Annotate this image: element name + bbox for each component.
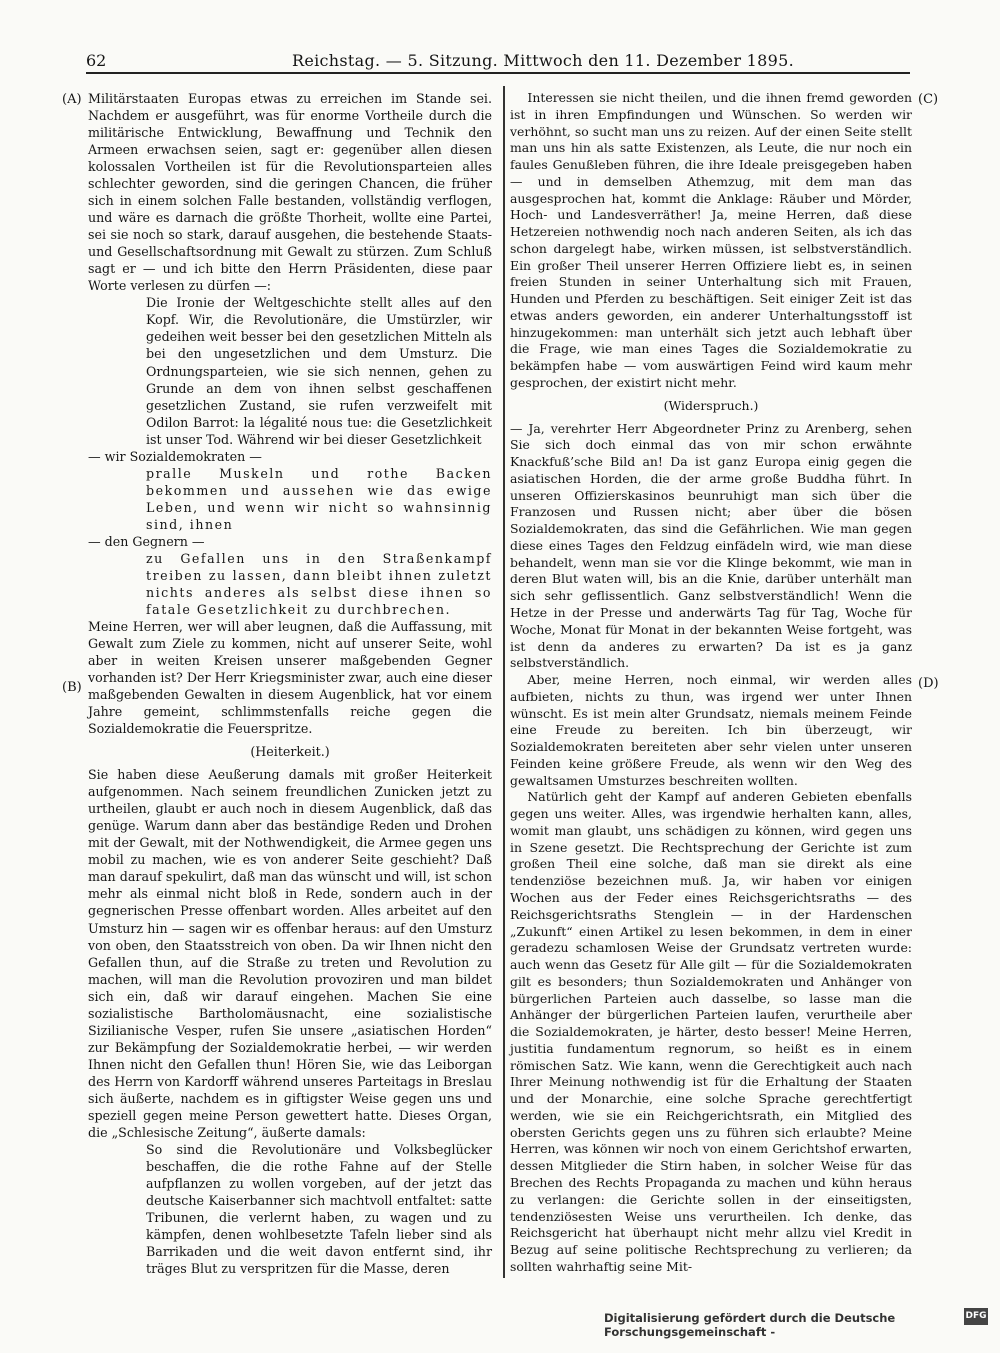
right-column bbox=[510, 90, 912, 1276]
paragraph: Sie haben diese Aeußerung damals mit großer Heiterkeit aufgenommen. Nach seinem freundlichen Zunicken jetzt zu urtheilen, glaubt er auch noch in diesem Augenblick, daß das genüge. Warum dann aber das beständige Reden und Drohen mit der Gewalt, mit der Nothwendigkeit, die Armee gegen uns mobil zu machen, wie es von anderer Seite geschieht? Daß man darauf spekulirt, daß man das wünscht und will, ist schon mehr als einmal nicht bloß in Rede, sondern auch in der gegnerischen Presse offenbart worden. Alles arbeitet auf den Umsturz hin — sagen wir es offenbar heraus: auf den Umsturz von oben, den Staatsstreich von oben. Da wir Ihnen nicht den Gefallen thun, auf die Straße zu treten und Revolution zu machen, will man die Revolution provoziren und man bildet sich ein, daß wir darauf eingehen. Machen Sie eine sozialistische Bartholomäusnacht, eine sozialistische Sizilianische Vesper, rufen Sie unsere „asiatischen Horden“ zur Bekämpfung der Sozialdemokratie herbei, — wir werden Ihnen nicht den Gefallen thun! Hören Sie, wie das Leiborgan des Herrn von Kardorff während unseres Parteitags in Breslau sich äußerte, nachdem es in giftigster Weise gegen uns und speziell gegen meine Person gewettert hatte. Dieses Organ, die „Schlesische Zeitung“, äußerte damals: bbox=[88, 767, 492, 1140]
stage-direction: (Widerspruch.) bbox=[663, 397, 759, 413]
margin-marker-b: (B) bbox=[62, 680, 82, 695]
digitization-credit: Digitalisierung gefördert durch die Deutsche Forschungsgemeinschaft - bbox=[604, 1311, 896, 1339]
interjection: — den Gegnern — bbox=[88, 533, 205, 549]
margin-marker-d: (D) bbox=[918, 676, 939, 691]
page-number: 62 bbox=[86, 51, 107, 70]
paragraph: Natürlich geht der Kampf auf anderen Gebieten ebenfalls gegen uns weiter. Alles, was irgendwie herhalten kann, alles, womit man glaubt, uns schädigen zu können, wird gegen uns in Szene gesetzt. Die Rechtsprechung der Gerichte ist zum großen Theil eine solche, daß man sie direkt als eine tendenziöse bezeichnen muß. Ja, wir haben vor einigen Wochen aus der Feder eines Reichsgerichtsraths — des Reichsgerichtsraths Stenglein — in der Hardenschen „Zukunft“ einen Artikel zu lesen bekommen, in dem in einer geradezu schamlosen Weise der Grundsatz vertreten wurde: auch wenn das Gesetz für Alle gilt — für die Sozialdemokraten gilt es besonders; thun Sozialdemokraten und Anhänger von bürgerlichen Parteien auch dasselbe, so lasse man die Anhänger der bürgerlichen Parteien laufen, verurtheile aber die Sozialdemokraten, je härter, desto besser! Meine Herren, justitia fundamentum regnorum, so heißt es in einem römischen Satz. Wie kann, wenn die Gerechtigkeit auch nach Ihrer Meinung nothwendig ist für die Erhaltung der Staaten und der Monarchie, eine solche Sprache gerechtfertigt werden, wie sie ein Reichgerichtsrath, ein Mitglied des obersten Gerichts gegen uns zu führen sich erlaubte? Meine Herren, was können wir noch von einem Gerichtshof erwarten, dessen Mitglieder die Stirn haben, in solcher Weise für das Brechen des Rechts Propaganda zu machen und kühn heraus zu verlangen: die Gerichte sollen in der einseitigsten, tendenziösesten Weise uns verurtheilen. Ich denke, das Reichsgericht hat überhaupt nicht mehr allzu viel Kredit in Bezug auf seine politische Rechtsprechung zu verlieren; da sollten wahrhaftig seine Mit- bbox=[510, 789, 912, 1274]
quotation: pralle Muskeln und rothe Backen bekommen und aussehen wie das ewige Leben, und wenn wir nicht so wahnsinnig sind, ihnen bbox=[146, 465, 492, 532]
column-divider bbox=[503, 86, 505, 1278]
margin-marker-a: (A) bbox=[62, 92, 82, 107]
quotation: Die Ironie der Weltgeschichte stellt alles auf den Kopf. Wir, die Revolutionäre, die Umstürzler, wir gedeihen weit besser bei den gesetzlichen Mitteln als bei den ungesetzlichen und dem Umsturz. Die Ordnungsparteien, wie sie sich nennen, gehen zu Grunde an dem von ihnen selbst geschaffenen gesetzlichen Zustand, sie rufen verzweifelt mit Odilon Barrot: la légalité nous tue: die Gesetzlichkeit ist unser Tod. Während wir bei dieser Gesetzlichkeit bbox=[146, 295, 492, 447]
page-header bbox=[86, 51, 910, 73]
paragraph: Interessen sie nicht theilen, und die ihnen fremd geworden ist in ihren Empfindungen und Wünschen. So werden wir verhöhnt, so sucht man uns zu reizen. Auf der einen Seite stellt man uns hin als satte Existenzen, als Leute, die nur noch ein faules Genußleben führen, die ihre Ideale preisgegeben haben — und in demselben Athemzug, mit dem man das ausgesprochen hat, kommt die Anklage: Räuber und Mörder, Hoch- und Landesverräther! Ja, meine Herren, daß diese Hetzereien nothwendig noch nach anderen Seiten, als ich das schon dargelegt habe, wirken müssen, ist selbstverständlich. Ein großer Theil unserer Herren Offiziere liebt es, in seinen freien Stunden in seiner Unterhaltung sich mit Frauen, Hunden und Pferden zu beschäftigen. Seit einiger Zeit ist das etwas anders geworden, ein anderer Unterhaltungsstoff ist hinzugekommen: man unterhält sich jetzt auch lebhaft über die Frage, wie man eines Tages die Sozialdemokratie zu bekämpfen habe — vom auswärtigen Feind wird kaum mehr gesprochen, der existirt nicht mehr. bbox=[510, 90, 912, 391]
interjection: — wir Sozialdemokraten — bbox=[88, 448, 262, 464]
header-rule bbox=[86, 72, 910, 74]
left-column bbox=[88, 90, 492, 1277]
quotation: So sind die Revolutionäre und Volksbeglücker beschaffen, die die rothe Fahne auf der Stelle aufpflanzen zu wollen vorgeben, auf der jetzt das deutsche Kaiserbanner sich machtvoll entfaltet: satte Tribunen, die verlernt haben, zu wagen und zu kämpfen, denen wohlbesetzte Tafeln lieber sind als Barrikaden und die weit davon entfernt sind, ihr träges Blut zu verspritzen für die Masse, deren bbox=[146, 1141, 492, 1277]
quotation: zu Gefallen uns in den Straßenkampf treiben zu lassen, dann bleibt ihnen zuletzt nichts anderes als selbst diese ihnen so fatale Gesetzlichkeit zu durchbrechen. bbox=[146, 550, 492, 617]
margin-marker-c: (C) bbox=[918, 92, 939, 107]
paragraph: Aber, meine Herren, noch einmal, wir werden alles aufbieten, nichts zu thun, was irgend wer unter Ihnen wünscht. Es ist mein alter Grundsatz, niemals meinem Feinde eine Freude zu bereiten. Ich bin überzeugt, wir Sozialdemokraten bereiteten aber sehr vielen unter unseren Feinden keine größere Freude, als wenn wir den Weg des gewaltsamen Umsturzes beschreiten wollten. bbox=[510, 672, 912, 788]
paragraph: — Ja, verehrter Herr Abgeordneter Prinz zu Arenberg, sehen Sie sich doch einmal das von mir schon erwähnte Knackfuß’sche Bild an! Da ist ganz Europa einig gegen die asiatischen Horden, die der arme große Buddha führt. In unseren Offizierskasinos beunruhigt man sich über die Franzosen und Russen nicht; aber über die bösen Sozialdemokraten, das sind die Gefährlichen. Wie man gegen diese eines Tages den Feldzug einfädeln wird, wie man diese behandelt, wenn man sie vor die Klinge bekommt, wie man in deren Blut waten will, bis an die Knie, darüber unterhält man sich sehr geflissentlich. Ganz selbstverständlich! Wenn die Hetze in der Presse und anderwärts Tag für Tag, Woche für Woche, Monat für Monat in der bekannten Weise fortgeht, was ist denn da anderes zu erwarten? Da ist es ja ganz selbstverständlich. bbox=[510, 420, 912, 671]
stage-direction: (Heiterkeit.) bbox=[250, 744, 330, 760]
dfg-logo: DFG bbox=[964, 1308, 988, 1325]
paragraph: Militärstaaten Europas etwas zu erreichen im Stande sei. Nachdem er ausgeführt, was für enorme Vortheile durch die militärische Entwicklung, Bewaffnung und Technik den Armeen erwachsen seien, sagt er: gegenüber allen diesen kolossalen Vortheilen ist für die Revolutionsparteien alles schlechter geworden, sind die geringen Chancen, die früher sich in einem solchen Falle bestanden, vollständig verflogen, und wäre es darnach die größte Thorheit, wollte eine Partei, sei sie noch so stark, darauf ausgehen, die bestehende Staats- und Gesellschaftsordnung mit Gewalt zu stürzen. Zum Schluß sagt er — und ich bitte den Herrn Präsidenten, diese paar Worte verlesen zu dürfen —: bbox=[88, 91, 492, 294]
running-title: Reichstag. — 5. Sitzung. Mittwoch den 11. Dezember 1895. bbox=[292, 51, 794, 70]
paragraph: Meine Herren, wer will aber leugnen, daß die Auffassung, mit Gewalt zum Ziele zu kommen, nicht auf unserer Seite, wohl aber in weiten Kreisen unserer maßgebenden Gegner vorhanden ist? Der Herr Kriegsminister zwar, auch eine dieser maßgebenden Gewalten in diesem Augenblick, hat vor einem Jahre gemeint, schlimmstenfalls reiche gegen die Sozialdemokratie die Feuerspritze. bbox=[88, 618, 492, 737]
